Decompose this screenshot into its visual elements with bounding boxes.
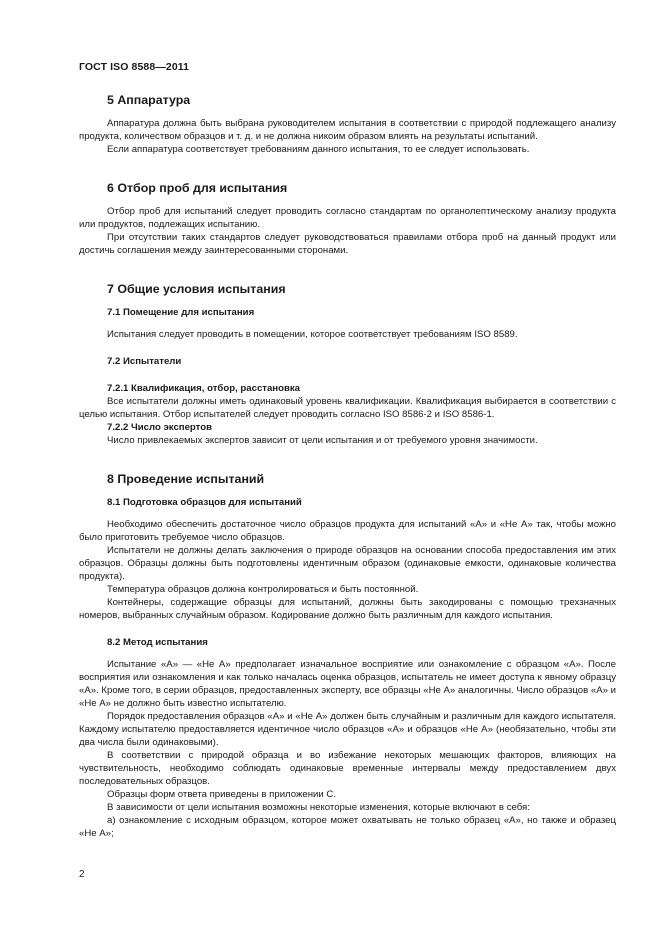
section-8-2-paragraph-4: Образцы форм ответа приведены в приложении С. bbox=[107, 789, 337, 800]
section-8-2-paragraph-5: В зависимости от цели испытания возможны некоторые изменения, которые включают в себя: bbox=[107, 802, 530, 813]
section-7-2-title: 7.2 Испытатели bbox=[107, 356, 182, 367]
document-body bbox=[79, 92, 616, 840]
document-header: ГОСТ ISO 8588—2011 bbox=[79, 61, 190, 73]
section-7-2-1-paragraph-1: Все испытатели должны иметь одинаковый уровень квалификации. Квалификация выбирается в соответствии с целью испытания. Отбор испытателей следует проводить согласно ISO 8586-2 и ISO 8586-1. bbox=[79, 396, 616, 420]
section-8-2-paragraph-2: Порядок предоставления образцов «А» и «Не А» должен быть случайным и различным для каждого испытателя. Каждому испытателю предоставляется идентичное число образцов «А» и образцов «Не А» (необязательно, чтобы эти два числа были одинаковыми). bbox=[79, 711, 616, 748]
section-8-1-paragraph-1: Необходимо обеспечить достаточное число образцов продукта для испытаний «А» и «Не А» так, чтобы можно было приготовить требуемое число образцов. bbox=[79, 519, 616, 543]
section-7-1-title: 7.1 Помещение для испытания bbox=[107, 307, 255, 318]
section-6-paragraph-1: Отбор проб для испытаний следует проводить согласно стандартам по органолептическому анализу продукта или продуктов, подлежащих испытанию. bbox=[79, 206, 616, 230]
section-8-2-paragraph-1: Испытание «А» — «Не А» предполагает изначальное восприятие или ознакомление с образцом «А». После восприятия или ознакомления и как только началась оценка образцов, испытатель не имеет доступа к явному образцу «А». Кроме того, в серии образцов, предоставленных эксперту, все образцы «Не А» аналогичны. Число образцов «А» и «Не А» не должно быть известно испытателю. bbox=[79, 659, 616, 709]
section-7-2-1-title: 7.2.1 Квалификация, отбор, расстановка bbox=[107, 383, 300, 394]
section-7-title: 7 Общие условия испытания bbox=[107, 282, 286, 296]
section-8-title: 8 Проведение испытаний bbox=[107, 472, 265, 486]
section-8-2-paragraph-6: а) ознакомление с исходным образцом, которое может охватывать не только образец «А», но также и образец «Не А»; bbox=[79, 815, 616, 839]
section-8-2-paragraph-3: В соответствии с природой образца и во избежание некоторых мешающих факторов, влияющих на чувствительность, необходимо соблюдать одинаковые временные интервалы между предоставлением двух последовательных образцов. bbox=[79, 750, 616, 787]
section-7-2-2-paragraph-1: Число привлекаемых экспертов зависит от цели испытания и от требуемого уровня значимости. bbox=[107, 435, 538, 446]
section-8-1-paragraph-4: Контейнеры, содержащие образцы для испытаний, должны быть закодированы с помощью трехзначных номеров, выбранных случайным образом. Кодирование должно быть различным для каждого испытания. bbox=[79, 597, 616, 621]
section-7-1-paragraph-1: Испытания следует проводить в помещении, которое соответствует требованиям ISO 8589. bbox=[107, 329, 518, 340]
page-number: 2 bbox=[79, 869, 85, 880]
section-6-paragraph-2: При отсутствии таких стандартов следует руководствоваться правилами отбора проб на данный продукт или достичь соглашения между заинтересованными сторонами. bbox=[79, 232, 616, 256]
section-5-title: 5 Аппаратура bbox=[107, 93, 191, 107]
section-5-paragraph-2: Если аппаратура соответствует требованиям данного испытания, то ее следует использовать. bbox=[107, 144, 530, 155]
section-5-paragraph-1: Аппаратура должна быть выбрана руководителем испытания в соответствии с природой подлежащего анализу продукта, количеством образцов и т. д. и не должна никоим образом влиять на результаты испытаний. bbox=[79, 118, 616, 142]
section-8-2-title: 8.2 Метод испытания bbox=[107, 637, 208, 648]
section-8-1-paragraph-2: Испытатели не должны делать заключения о природе образцов на основании способа предоставления им этих образцов. Образцы должны быть подготовлены идентичным образом (одинаковые емкости, одинаковые количества продукта). bbox=[79, 545, 616, 582]
section-6-title: 6 Отбор проб для испытания bbox=[107, 181, 288, 195]
section-8-1-paragraph-3: Температура образцов должна контролироваться и быть постоянной. bbox=[107, 584, 419, 595]
section-8-1-title: 8.1 Подготовка образцов для испытаний bbox=[107, 497, 302, 508]
section-7-2-2-title: 7.2.2 Число экспертов bbox=[107, 422, 212, 433]
